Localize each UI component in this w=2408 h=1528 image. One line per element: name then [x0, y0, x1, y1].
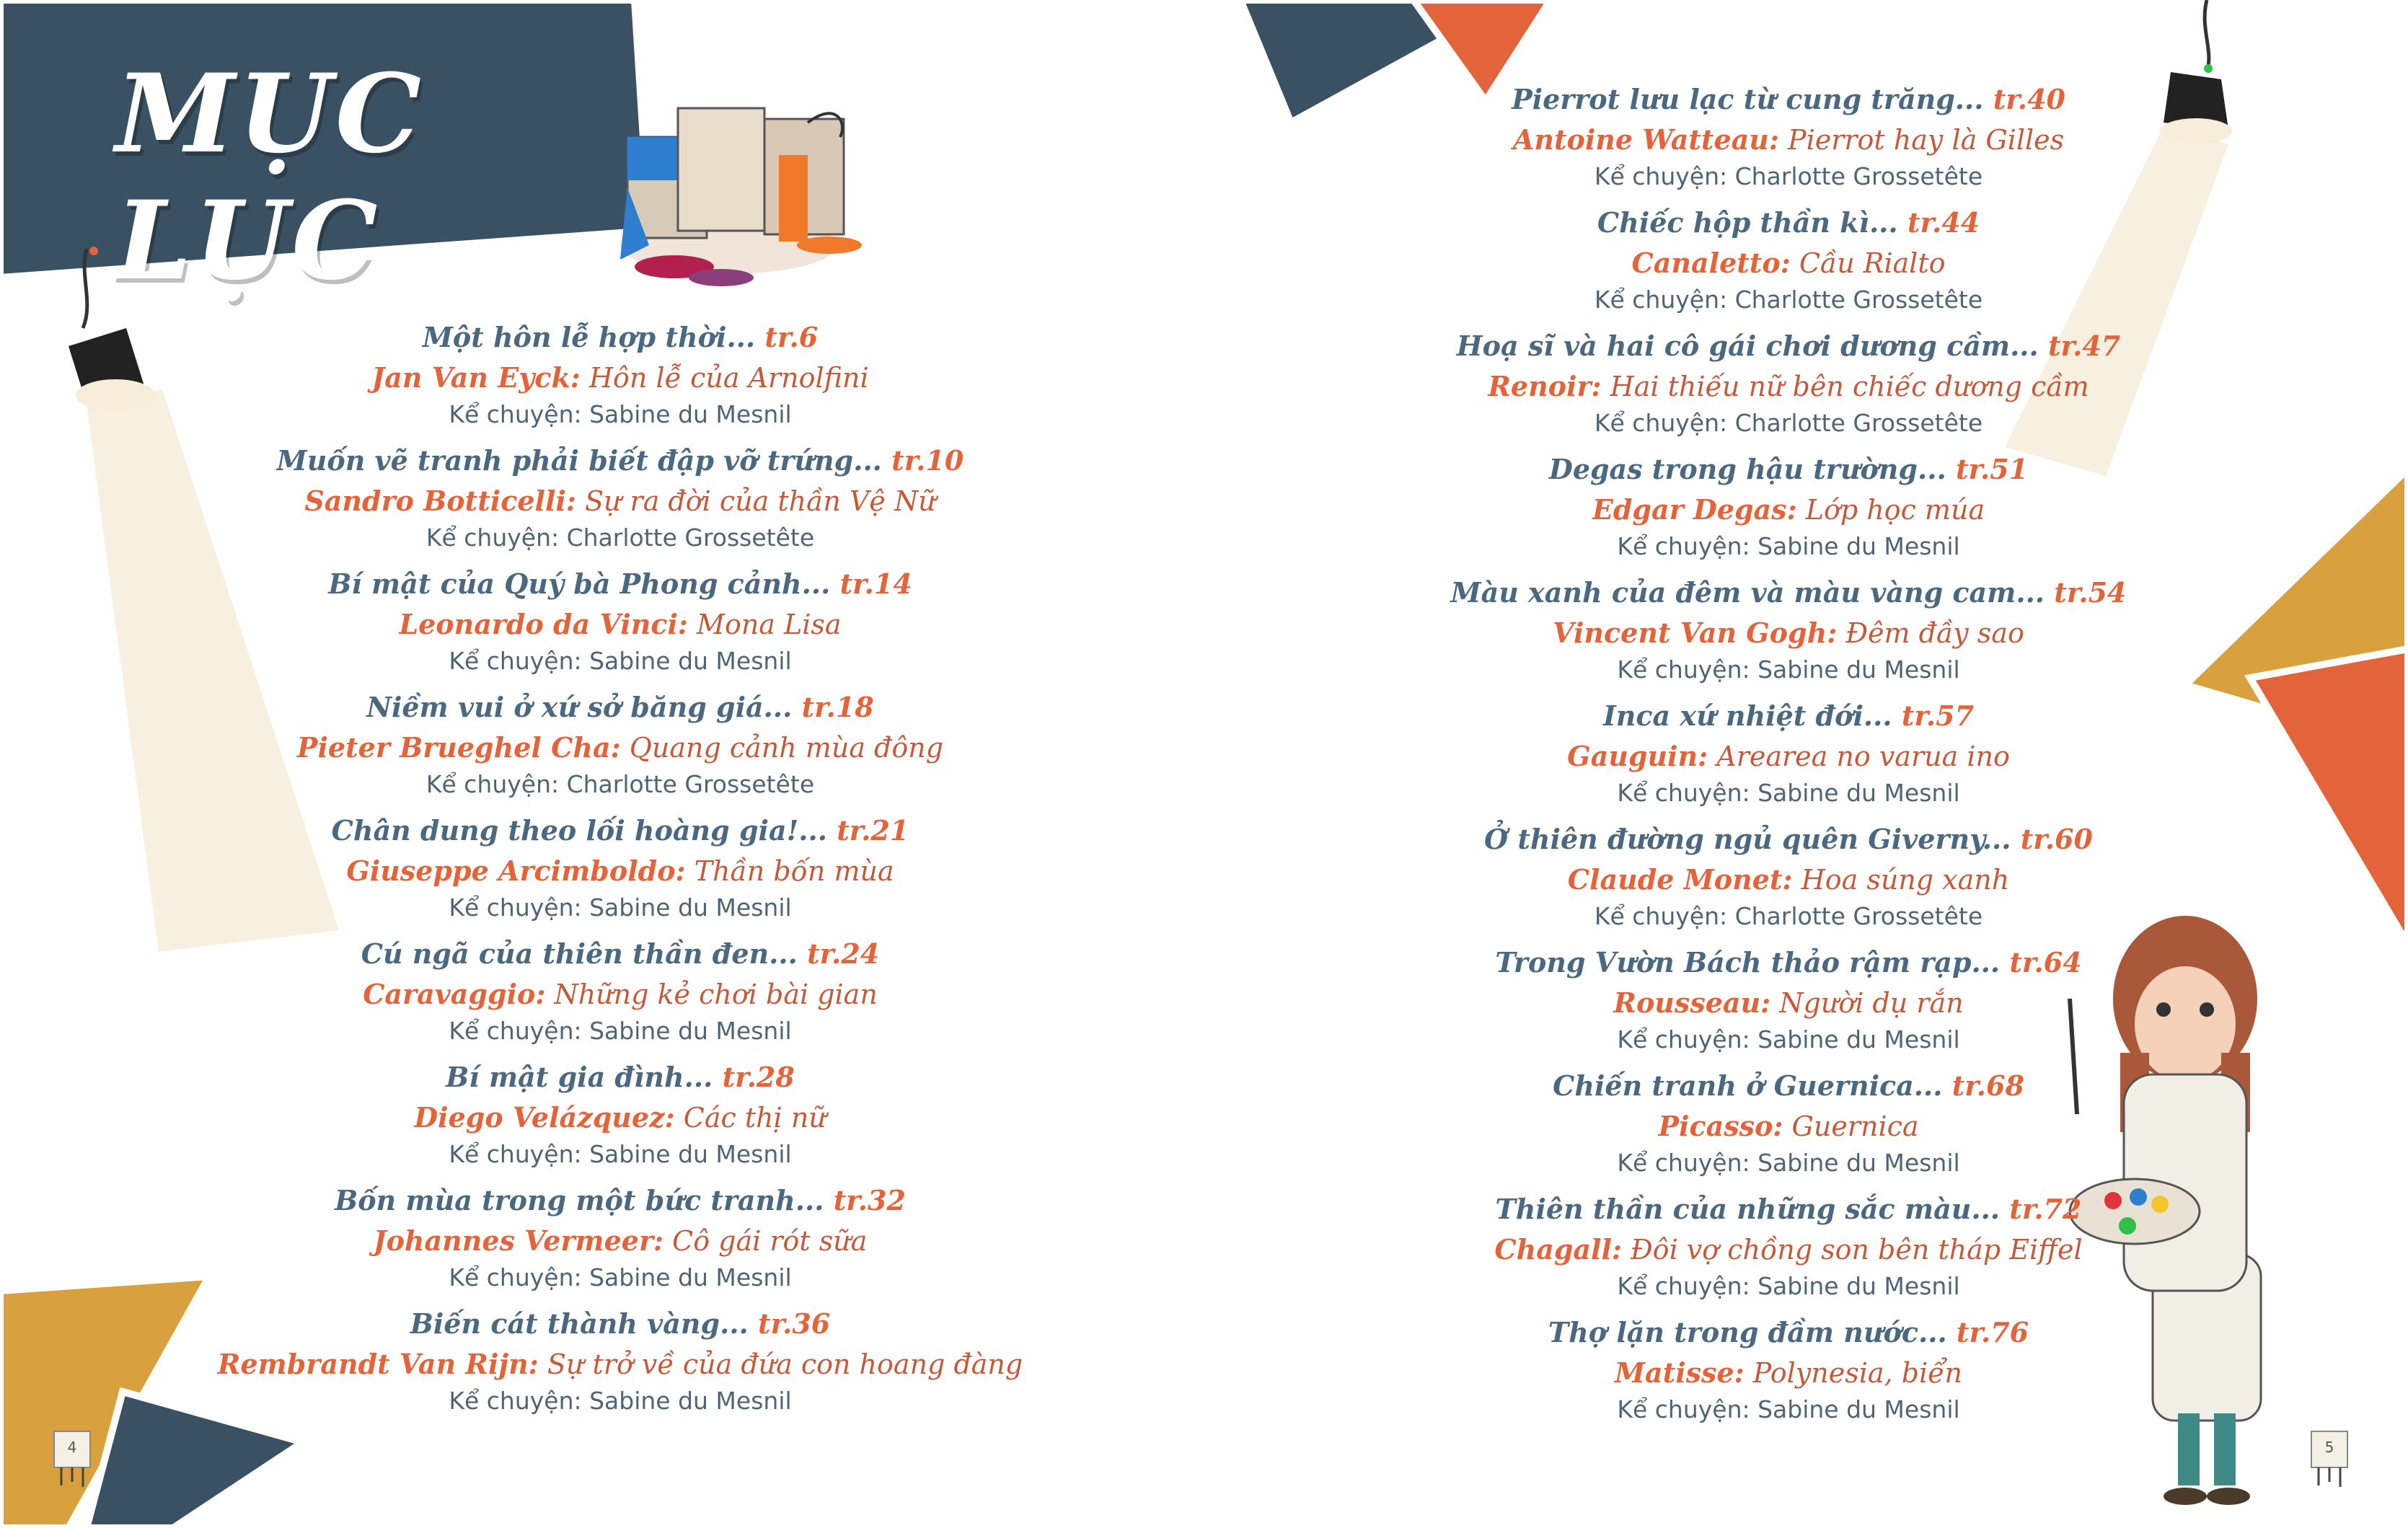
- artwork-line: [188, 481, 1053, 521]
- story-title-line: [1356, 1189, 2221, 1229]
- artwork-title: Sự ra đời của thần Vệ Nữ: [584, 485, 936, 517]
- story-title-line: [1356, 449, 2221, 490]
- story-page: tr.76: [1956, 1316, 2029, 1348]
- story-title: Degas trong hậu trường...: [1548, 453, 1946, 485]
- artist-name: Rembrandt Van Rijn:: [217, 1348, 539, 1380]
- artwork-line: [1356, 366, 2221, 407]
- story-title: Cú ngã của thiên thần đen...: [361, 937, 798, 970]
- story-title: Thiên thần của những sắc màu...: [1495, 1193, 2001, 1225]
- artwork-line: [188, 851, 1053, 891]
- story-page: tr.51: [1955, 453, 2029, 485]
- story-title: Chân dung theo lối hoàng gia!...: [331, 814, 827, 847]
- narrator: Kể chuyện: Charlotte Grossetête: [1594, 902, 1983, 930]
- artwork-title: Pierrot hay là Gilles: [1788, 124, 2065, 156]
- story-title: Inca xứ nhiệt đới...: [1602, 699, 1892, 732]
- toc-entry[interactable]: [1356, 203, 2221, 317]
- artist-name: Vincent Van Gogh:: [1553, 617, 1838, 649]
- toc-entry[interactable]: [1356, 942, 2221, 1056]
- story-title: Ở thiên đường ngủ quên Giverny...: [1484, 823, 2011, 855]
- artwork-title: Lớp học múa: [1805, 494, 1985, 526]
- artwork-line: [188, 358, 1053, 398]
- story-title: Trong Vườn Bách thảo rậm rạp...: [1495, 946, 2001, 979]
- artist-name: Canaletto:: [1631, 247, 1791, 279]
- story-page: tr.64: [2009, 946, 2082, 979]
- toc-entry[interactable]: [1356, 449, 2221, 563]
- artwork-title: Quang cảnh mùa đông: [629, 732, 944, 764]
- artwork-line: [188, 974, 1053, 1015]
- artwork-title: Người dụ rắn: [1779, 987, 1964, 1019]
- story-title-line: [188, 811, 1053, 851]
- story-page: tr.57: [1901, 699, 1975, 732]
- narrator: Kể chuyện: Sabine du Mesnil: [449, 1263, 792, 1291]
- story-page: tr.21: [837, 814, 909, 847]
- toc-entry[interactable]: [1356, 326, 2221, 440]
- toc-entry[interactable]: [1356, 1189, 2221, 1303]
- story-title-line: [1356, 942, 2221, 983]
- story-title-line: [188, 317, 1053, 358]
- narrator: Kể chuyện: Sabine du Mesnil: [1617, 532, 1960, 560]
- artwork-title: Hôn lễ của Arnolfini: [588, 362, 869, 394]
- narrator: Kể chuyện: Sabine du Mesnil: [449, 400, 792, 428]
- story-title-line: [1356, 819, 2221, 860]
- artist-name: Caravaggio:: [363, 978, 546, 1010]
- artist-name: Gauguin:: [1567, 740, 1708, 772]
- toc-entry[interactable]: [1356, 1066, 2221, 1180]
- story-title-line: [188, 1057, 1053, 1098]
- story-title: Bí mật của Quý bà Phong cảnh...: [328, 568, 831, 600]
- story-title-line: [1356, 203, 2221, 243]
- toc-entry[interactable]: [188, 564, 1053, 678]
- artwork-title: Sự trở về của đứa con hoang đàng: [547, 1348, 1023, 1380]
- story-title-line: [188, 934, 1053, 974]
- narrator: Kể chuyện: Sabine du Mesnil: [449, 647, 792, 675]
- toc-entry[interactable]: [1356, 1312, 2221, 1426]
- artwork-title: Đêm đầy sao: [1845, 617, 2024, 649]
- story-title-line: [1356, 696, 2221, 736]
- toc-entry[interactable]: [188, 934, 1053, 1048]
- triangle-orange-right: [2250, 649, 2408, 945]
- narrator: Kể chuyện: Sabine du Mesnil: [1617, 1149, 1960, 1177]
- toc-entry[interactable]: [188, 1304, 1053, 1418]
- artist-name: Matisse:: [1614, 1356, 1745, 1389]
- artist-name: Leonardo da Vinci:: [399, 608, 688, 640]
- narrator: Kể chuyện: Sabine du Mesnil: [449, 1140, 792, 1168]
- narrator: Kể chuyện: Charlotte Grossetête: [425, 524, 815, 552]
- artwork-title: Các thị nữ: [683, 1102, 826, 1134]
- artist-name: Antoine Watteau:: [1512, 123, 1779, 156]
- page-title: MỤC LỤC: [115, 50, 425, 304]
- artwork-line: [1356, 983, 2221, 1023]
- story-page: tr.40: [1993, 83, 2065, 115]
- artist-name: Giuseppe Arcimboldo:: [346, 854, 686, 887]
- story-title: Một hôn lễ hợp thời...: [422, 321, 756, 353]
- narrator: Kể chuyện: Charlotte Grossetête: [1594, 409, 1983, 437]
- artwork-line: [1356, 736, 2221, 777]
- story-page: tr.68: [1951, 1069, 2024, 1102]
- toc-entry[interactable]: [1356, 573, 2221, 686]
- artwork-title: Hai thiếu nữ bên chiếc dương cầm: [1610, 371, 2089, 402]
- artwork-title: Mona Lisa: [697, 609, 842, 640]
- story-title-line: [1356, 79, 2221, 120]
- story-page: tr.54: [2054, 576, 2127, 609]
- story-title: Bốn mùa trong một bức tranh...: [335, 1184, 824, 1216]
- narrator: Kể chuyện: Sabine du Mesnil: [1617, 1025, 1960, 1054]
- story-title: Bí mật gia đình...: [446, 1061, 713, 1093]
- narrator: Kể chuyện: Sabine du Mesnil: [1617, 1272, 1960, 1300]
- story-title-line: [188, 1180, 1053, 1221]
- artwork-title: Cô gái rót sữa: [672, 1225, 868, 1257]
- narrator: Kể chuyện: Sabine du Mesnil: [449, 1387, 792, 1415]
- artwork-title: Thần bốn mùa: [694, 855, 894, 887]
- toc-entry[interactable]: [188, 811, 1053, 924]
- story-page: tr.44: [1907, 206, 1980, 239]
- story-title-line: [188, 687, 1053, 728]
- artist-name: Jan Van Eyck:: [371, 361, 581, 394]
- artwork-line: [1356, 243, 2221, 283]
- artwork-line: [1356, 1106, 2221, 1147]
- artist-name: Rousseau:: [1613, 986, 1771, 1019]
- story-page: tr.72: [2009, 1193, 2082, 1225]
- artwork-title: Đôi vợ chồng son bên tháp Eiffel: [1631, 1234, 2083, 1266]
- toc-entry[interactable]: [188, 1057, 1053, 1171]
- story-title: Thợ lặn trong đầm nước...: [1548, 1316, 1947, 1348]
- story-title: Chiếc hộp thần kì...: [1597, 206, 1898, 239]
- artist-name: Claude Monet:: [1567, 863, 1793, 896]
- artist-name: Sandro Botticelli:: [304, 485, 576, 517]
- narrator: Kể chuyện: Sabine du Mesnil: [1617, 655, 1960, 684]
- story-title: Muốn vẽ tranh phải biết đập vỡ trứng...: [276, 444, 882, 477]
- story-page: tr.6: [764, 321, 819, 353]
- story-title-line: [1356, 573, 2221, 613]
- story-title: Hoạ sĩ và hai cô gái chơi dương cầm...: [1456, 330, 2039, 362]
- toc-entry[interactable]: [188, 1180, 1053, 1294]
- toc-entry[interactable]: [1356, 696, 2221, 810]
- toc-entry[interactable]: [188, 441, 1053, 555]
- artwork-line: [1356, 120, 2221, 160]
- story-title: Chiến tranh ở Guernica...: [1553, 1069, 1943, 1102]
- artist-name: Pieter Brueghel Cha:: [296, 731, 621, 764]
- artist-name: Edgar Degas:: [1592, 493, 1797, 526]
- toc-entry[interactable]: [1356, 79, 2221, 193]
- artwork-line: [188, 604, 1053, 645]
- story-page: tr.18: [801, 691, 874, 723]
- toc-entry[interactable]: [188, 317, 1053, 431]
- story-title: Pierrot lưu lạc từ cung trăng...: [1512, 83, 1984, 115]
- story-page: tr.14: [839, 568, 912, 600]
- narrator: Kể chuyện: Sabine du Mesnil: [449, 1017, 792, 1045]
- artwork-line: [1356, 860, 2221, 900]
- artwork-line: [188, 1344, 1053, 1385]
- story-page: tr.28: [722, 1061, 795, 1093]
- story-title-line: [1356, 1312, 2221, 1353]
- story-page: tr.36: [758, 1307, 831, 1340]
- artist-name: Diego Velázquez:: [414, 1101, 675, 1134]
- story-page: tr.47: [2048, 330, 2121, 362]
- artist-name: Chagall:: [1494, 1233, 1622, 1266]
- artist-name: Renoir:: [1488, 370, 1602, 402]
- artwork-line: [188, 1098, 1053, 1138]
- artwork-line: [188, 1221, 1053, 1261]
- story-title: Màu xanh của đêm và màu vàng cam...: [1450, 576, 2045, 609]
- artist-name: Johannes Vermeer:: [373, 1224, 664, 1257]
- artwork-line: [1356, 1229, 2221, 1270]
- story-title: Biến cát thành vàng...: [410, 1307, 749, 1340]
- page-number-right: 5: [2324, 1439, 2334, 1456]
- story-title-line: [188, 441, 1053, 481]
- artist-name: Picasso:: [1658, 1110, 1783, 1142]
- narrator: Kể chuyện: Charlotte Grossetête: [425, 770, 815, 798]
- story-page: tr.32: [833, 1184, 906, 1216]
- narrator: Kể chuyện: Sabine du Mesnil: [449, 893, 792, 922]
- artwork-line: [188, 728, 1053, 768]
- story-title-line: [188, 564, 1053, 604]
- story-title-line: [1356, 1066, 2221, 1106]
- artwork-title: Hoa súng xanh: [1801, 864, 2010, 896]
- story-title-line: [188, 1304, 1053, 1344]
- narrator: Kể chuyện: Charlotte Grossetête: [1594, 286, 1983, 314]
- artwork-line: [1356, 1353, 2221, 1393]
- artwork-title: Arearea no varua ino: [1716, 741, 2010, 772]
- story-page: tr.24: [807, 937, 880, 970]
- artwork-line: [1356, 613, 2221, 653]
- story-title-line: [1356, 326, 2221, 366]
- story-page: tr.10: [891, 444, 964, 477]
- artwork-title: Những kẻ chơi bài gian: [554, 979, 878, 1010]
- artwork-title: Guernica: [1791, 1110, 1919, 1142]
- toc-entry[interactable]: [188, 687, 1053, 801]
- narrator: Kể chuyện: Sabine du Mesnil: [1617, 1395, 1960, 1423]
- artwork-line: [1356, 490, 2221, 530]
- story-page: tr.60: [2020, 823, 2093, 855]
- toc-entry[interactable]: [1356, 819, 2221, 933]
- narrator: Kể chuyện: Charlotte Grossetête: [1594, 162, 1983, 190]
- paint-cans-icon: [620, 108, 862, 286]
- page-number-left: 4: [67, 1439, 77, 1456]
- story-title: Niềm vui ở xứ sở băng giá...: [366, 691, 793, 723]
- narrator: Kể chuyện: Sabine du Mesnil: [1617, 779, 1960, 807]
- artwork-title: Cầu Rialto: [1799, 247, 1946, 279]
- artwork-title: Polynesia, biển: [1752, 1357, 1963, 1389]
